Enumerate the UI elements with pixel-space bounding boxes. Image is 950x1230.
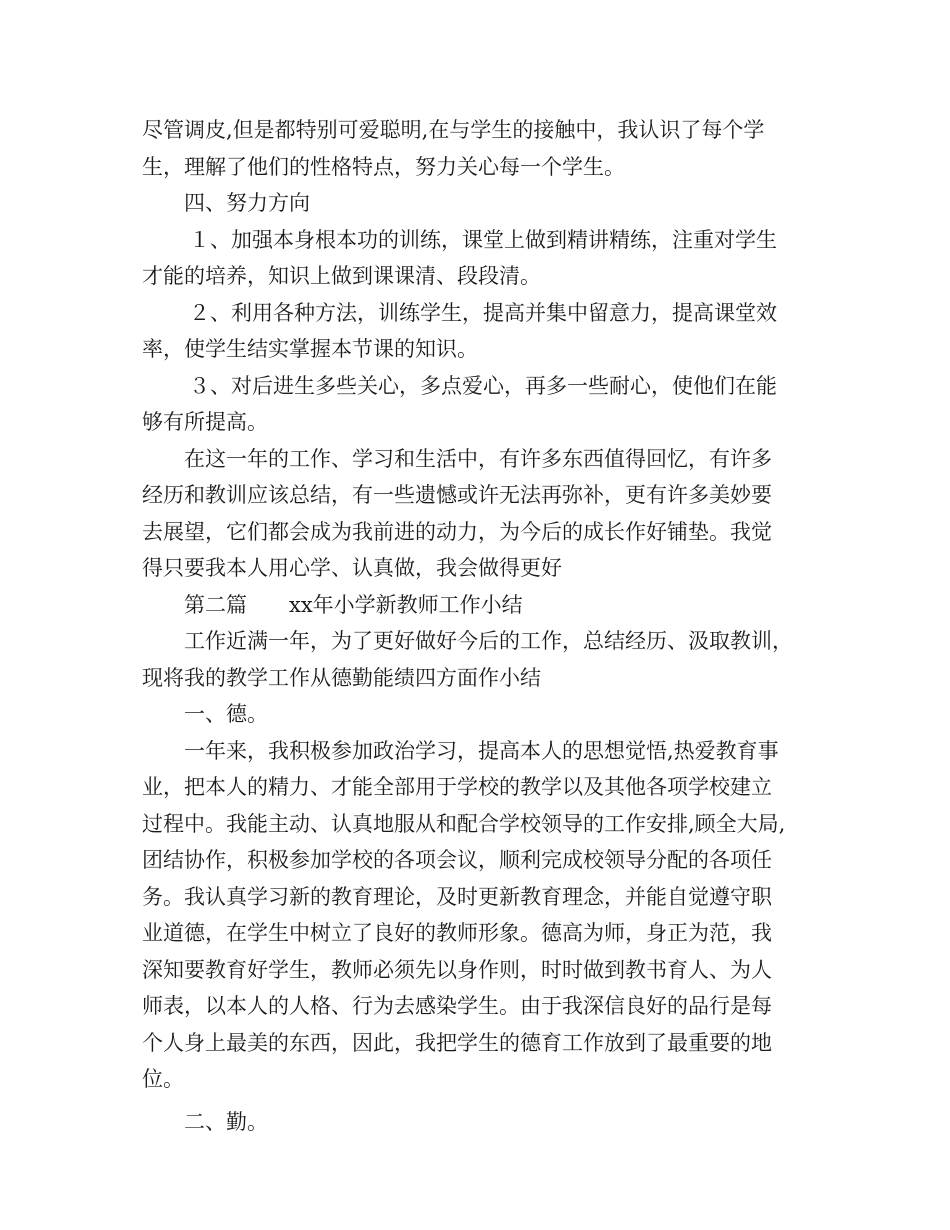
paragraph-line: 个人身上最美的东西，因此，我把学生的德育工作放到了最重要的地: [142, 1030, 772, 1055]
paragraph-line: 深知要教育好学生，教师必须先以身作则，时时做到教书育人、为人: [142, 957, 772, 982]
paragraph-line: 业道德，在学生中树立了良好的教师形象。德高为师，身正为范，我: [142, 921, 772, 945]
paragraph-line: 业，把本人的精力、才能全部用于学校的教学以及其他各项学校建立: [142, 775, 772, 799]
paragraph-line: 去展望，它们都会成为我前进的动力，为今后的成长作好铺垫。我觉: [142, 519, 772, 544]
list-item-2-line: 率，使学生结实掌握本节课的知识。: [142, 337, 478, 361]
document-body: [142, 112, 822, 1140]
paragraph-line: 在这一年的工作、学习和生活中，有许多东西值得回忆，有许多: [184, 446, 772, 471]
paragraph-line: 务。我认真学习新的教育理论，及时更新教育理念，并能自觉遵守职: [142, 884, 772, 909]
paragraph-line: 尽管调皮,但是都特别可爱聪明,在与学生的接触中，我认识了每个学: [142, 118, 765, 142]
paragraph-line: 位。: [142, 1067, 184, 1091]
list-item-2-line: ２、利用各种方法，训练学生，提高并集中留意力，提高课堂效: [189, 300, 777, 325]
paragraph-line: 经历和教训应该总结，有一些遗憾或许无法再弥补，更有许多美妙要: [142, 483, 772, 507]
list-item-1-line: １、加强本身根本功的训练，课堂上做到精讲精练，注重对学生: [189, 227, 777, 252]
list-item-3-line: ３、对后进生多些关心，多点爱心，再多一些耐心，使他们在能: [189, 373, 777, 398]
paragraph-line: 师表，以本人的人格、行为去感染学生。由于我深信良好的品行是每: [142, 994, 772, 1018]
paragraph-line: 生，理解了他们的性格特点，努力关心每一个学生。: [142, 154, 625, 179]
paragraph-line: 现将我的教学工作从德勤能绩四方面作小结: [142, 665, 541, 690]
section-heading: 四、努力方向: [184, 191, 310, 215]
paragraph-line: 得只要我本人用心学、认真做，我会做得更好: [142, 556, 562, 580]
article-title: 第二篇 xx年小学新教师工作小结: [184, 592, 523, 617]
list-item-1-line: 才能的培养，知识上做到课课清、段段清。: [142, 264, 541, 288]
list-item-3-line: 够有所提高。: [142, 410, 268, 434]
section-heading: 一、德。: [184, 702, 268, 726]
paragraph-line: 过程中。我能主动、认真地服从和配合学校领导的工作安排,顾全大局,: [142, 811, 786, 836]
paragraph-line: 团结协作，积极参加学校的各项会议，顺利完成校领导分配的各项任: [142, 848, 772, 872]
section-heading: 二、勤。: [184, 1109, 268, 1134]
paragraph-line: 工作近满一年，为了更好做好今后的工作，总结经历、汲取教训，: [184, 629, 793, 653]
paragraph-line: 一年来，我积极参加政治学习，提高本人的思想觉悟,热爱教育事: [184, 738, 779, 763]
